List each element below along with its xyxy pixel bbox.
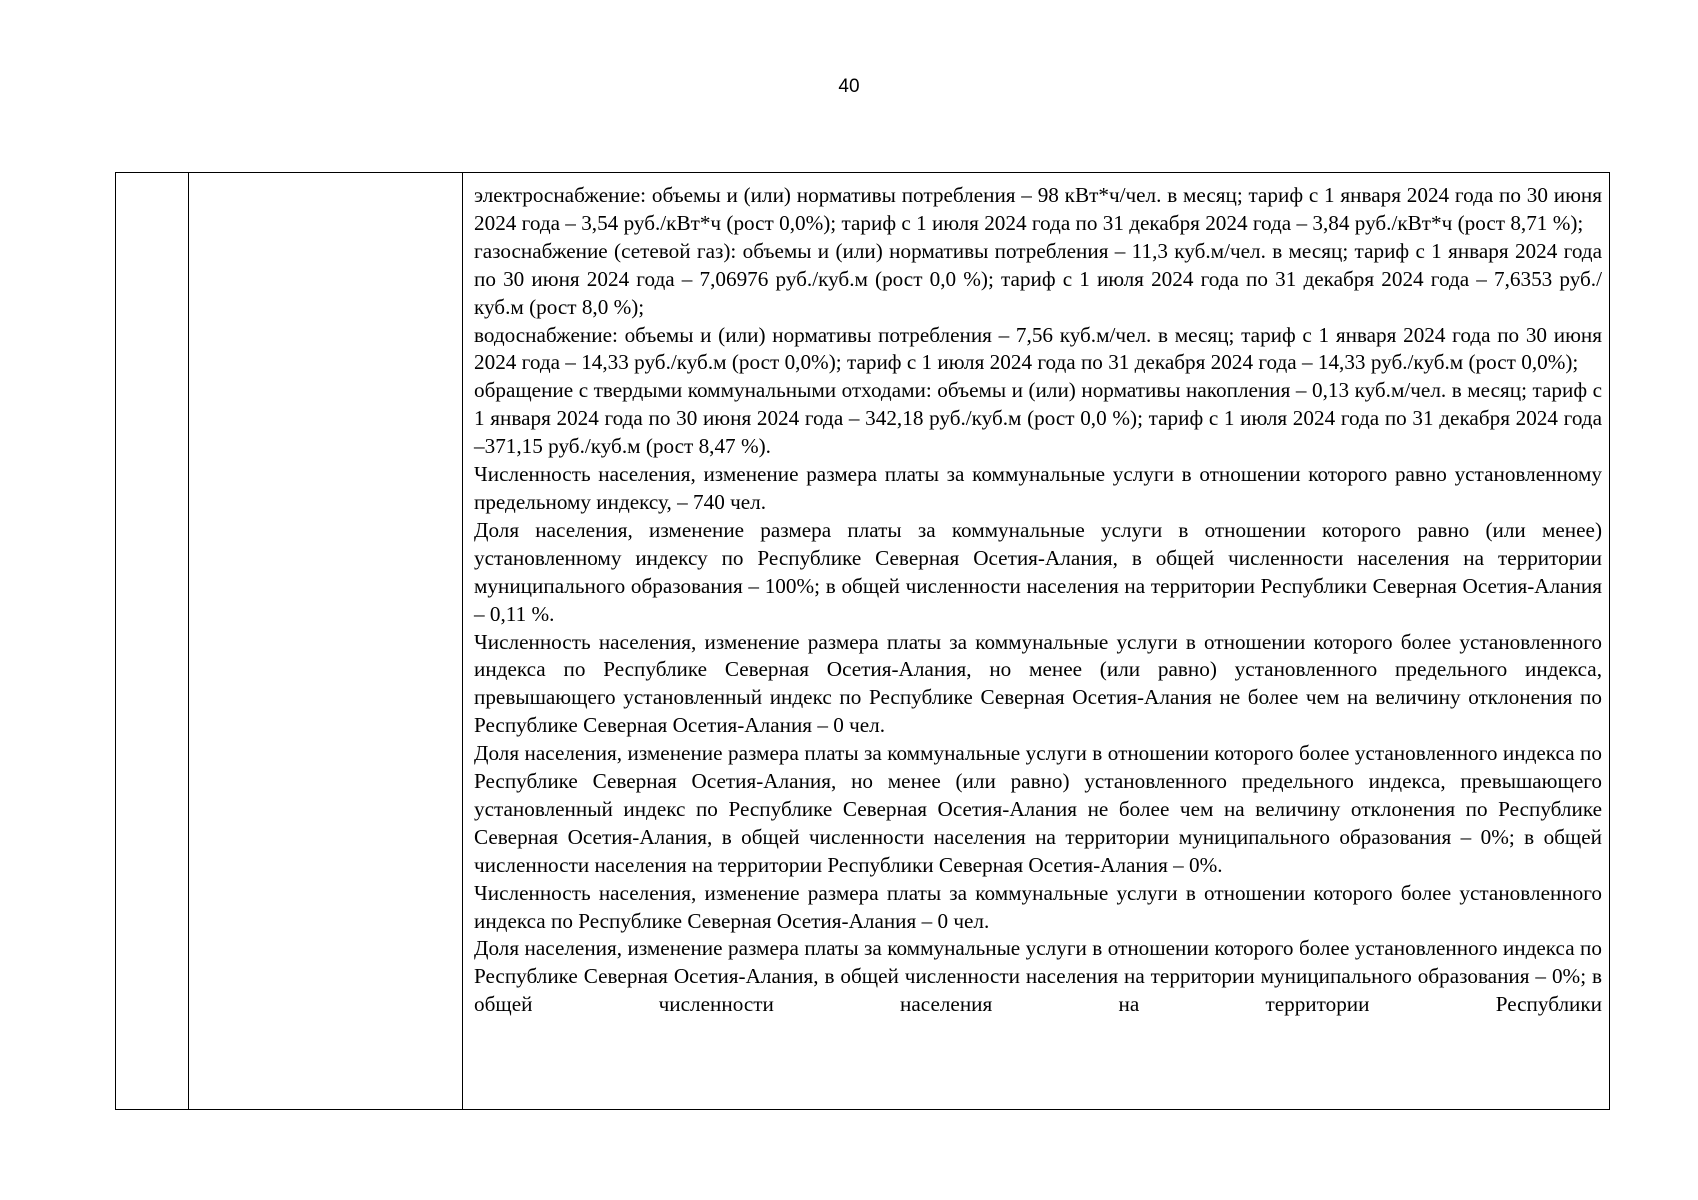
- paragraph-population-above-index: Численность населения, изменение размера платы за коммунальные услуги в отношении которого более установленного индекса по Республике Северная Осетия-Алания – 0 чел.: [474, 880, 1602, 933]
- number-cell: [116, 173, 189, 1110]
- document-table: [115, 172, 1610, 1110]
- paragraph-water: водоснабжение: объемы и (или) нормативы потребления – 7,56 куб.м/чел. в месяц; тариф с 1 января 2024 года по 30 июня 2024 года – 14,33 руб./куб.м (рост 0,0%); тариф с 1 июля 2024 года по 31 декабря 2024 года – 14,33 руб./куб.м (рост 0,0%);: [474, 322, 1602, 375]
- page-number: 40: [838, 76, 860, 97]
- paragraph-share-above-index-within-limit: Доля населения, изменение размера платы за коммунальные услуги в отношении которого более установленного индекса по Республике Северная Осетия-Алания, но менее (или равно) установленного предельного индекса, превышающего установленный индекс по Республике Северная Осетия-Алания не более чем на величину отклонения по Республике Северная Осетия-Алания, в общей численности населения на территории муниципального образования – 0%; в общей численности населения на территории Республики Северная Осетия-Алания – 0%.: [474, 741, 1602, 877]
- paragraph-share-at-or-below-index: Доля населения, изменение размера платы за коммунальные услуги в отношении которого равно (или менее) установленному индексу по Республике Северная Осетия-Алания, в общей численности населения на территории муниципального образования – 100%; в общей численности населения на территории Республики Северная Осетия-Алания – 0,11 %.: [474, 517, 1602, 626]
- paragraph-electricity: электроснабжение: объемы и (или) нормативы потребления – 98 кВт*ч/чел. в месяц; тариф с 1 января 2024 года по 30 июня 2024 года – 3,54 руб./кВт*ч (рост 0,0%); тариф с 1 июля 2024 года по 31 декабря 2024 года – 3,84 руб./кВт*ч (рост 8,71 %);: [474, 183, 1602, 235]
- table-row: [116, 173, 1610, 1110]
- paragraph-waste: обращение с твердыми коммунальными отходами: объемы и (или) нормативы накопления – 0,13 куб.м/чел. в месяц; тариф с 1 января 2024 года по 30 июня 2024 года – 342,18 руб./куб.м (рост 0,0 %); тариф с 1 июля 2024 года по 31 декабря 2024 года –371,15 руб./куб.м (рост 8,47 %).: [474, 378, 1602, 459]
- paragraph-share-above-index: Доля населения, изменение размера платы за коммунальные услуги в отношении которого более установленного индекса по Республике Северная Осетия-Алания, в общей численности населения на территории муниципального образования – 0%; в общей численности населения на территории Республики: [474, 936, 1602, 1017]
- paragraph-population-above-index-within-limit: Численность населения, изменение размера платы за коммунальные услуги в отношении которого более установленного индекса по Республике Северная Осетия-Алания, но менее (или равно) установленного предельного индекса, превышающего установленный индекс по Республике Северная Осетия-Алания не более чем на величину отклонения по Республике Северная Осетия-Алания – 0 чел.: [474, 629, 1602, 738]
- paragraph-gas: газоснабжение (сетевой газ): объемы и (или) нормативы потребления – 11,3 куб.м/чел. в месяц; тариф с 1 января 2024 года по 30 июня 2024 года – 7,06976 руб./куб.м (рост 0,0 %); тариф с 1 июля 2024 года по 31 декабря 2024 года – 7,6353 руб./куб.м (рост 8,0 %);: [474, 238, 1602, 319]
- indicator-name-cell: [189, 173, 463, 1110]
- paragraph-population-at-limit: Численность населения, изменение размера платы за коммунальные услуги в отношении которого равно установленному предельному индексу, – 740 чел.: [474, 462, 1602, 514]
- content-cell: [463, 173, 1610, 1110]
